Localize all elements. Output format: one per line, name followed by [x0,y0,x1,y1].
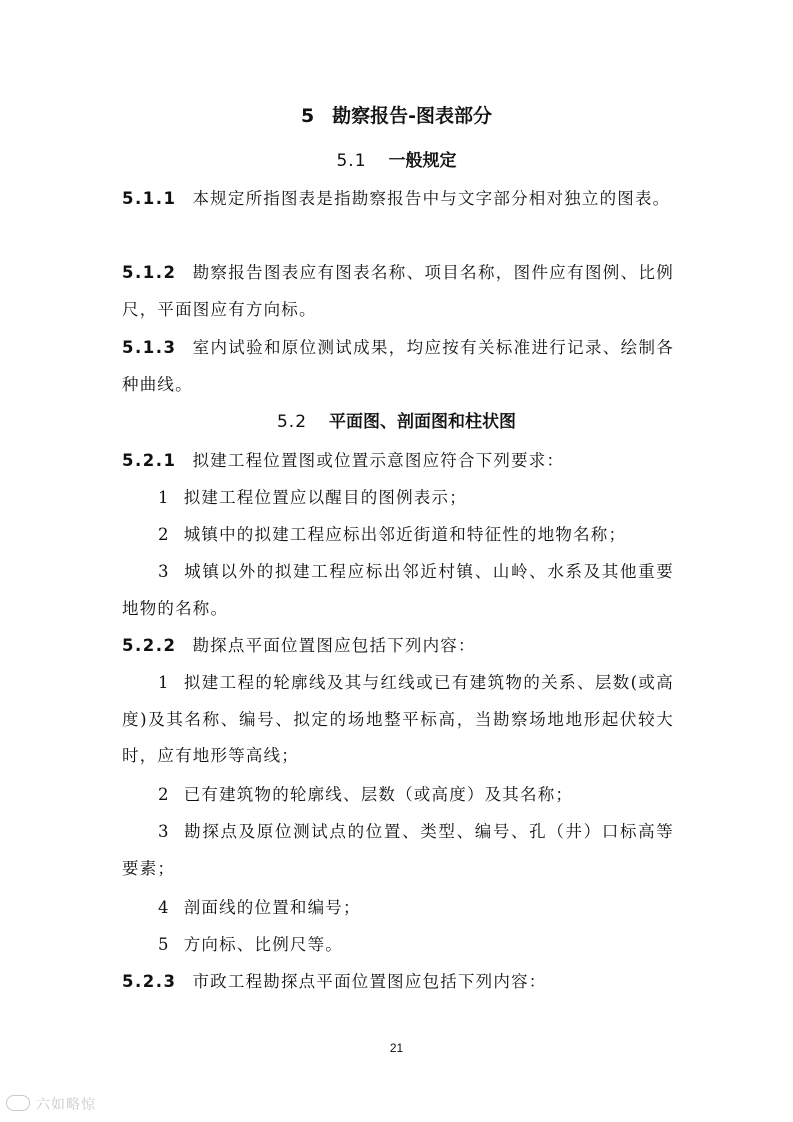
chapter-title: 勘察报告-图表部分 [332,105,493,127]
item-number: 5 [158,935,170,954]
clause-number: 5.2.1 [122,451,177,470]
page-number: 21 [389,1041,404,1055]
clause-number: 5.2.3 [122,972,177,991]
clause-text: 拟建工程位置图或位置示意图应符合下列要求： [192,451,565,470]
item-number: 1 [158,488,170,507]
clause-5-2-1 [122,443,674,480]
item-number: 3 [158,562,170,581]
watermark [6,1094,96,1114]
item-number: 2 [158,525,170,544]
section-title: 一般规定 [388,151,457,171]
clause-number: 5.1.3 [122,338,177,357]
list-item [122,777,674,814]
item-number: 2 [158,785,170,804]
clause-text: 本规定所指图表是指勘察报告中与文字部分相对独立的图表。 [192,189,671,208]
clause-text: 室内试验和原位测试成果，均应按有关标准进行记录、绘制各种曲线。 [122,338,674,394]
list-item [122,517,674,554]
watermark-logo-icon [6,1095,30,1111]
clause-number: 5.2.2 [122,636,177,655]
item-number: 3 [158,822,170,841]
chapter-number: 5 [300,105,315,127]
list-item [122,890,674,927]
item-number: 1 [158,673,170,692]
clause-5-1-1 [122,181,674,218]
clause-5-1-2 [122,255,674,328]
item-text: 勘探点及原位测试点的位置、类型、编号、孔（井）口标高等要素； [122,822,674,878]
list-item [122,480,674,517]
item-text: 城镇以外的拟建工程应标出邻近村镇、山岭、水系及其他重要地物的名称。 [122,562,674,618]
section-title: 平面图、剖面图和柱状图 [329,412,517,432]
list-item [122,665,674,775]
chapter-heading [0,101,793,131]
clause-number: 5.1.2 [122,263,177,282]
item-number: 4 [158,898,170,917]
clause-number: 5.1.1 [122,189,177,208]
section-number: 5.2 [276,412,308,432]
list-item [122,814,674,887]
clause-text: 市政工程勘探点平面位置图应包括下列内容： [192,972,547,991]
item-text: 城镇中的拟建工程应标出邻近街道和特征性的地物名称； [183,525,627,544]
clause-5-2-2 [122,628,674,665]
item-text: 方向标、比例尺等。 [183,935,344,954]
item-text: 已有建筑物的轮廓线、层数（或高度）及其名称； [183,785,574,804]
clause-5-1-3 [122,330,674,403]
section-number: 5.1 [336,151,367,171]
clause-5-2-3 [122,964,674,1001]
watermark-text: 六如略惊 [36,1097,96,1113]
list-item [122,554,674,627]
clause-text: 勘探点平面位置图应包括下列内容： [192,636,476,655]
item-text: 剖面线的位置和编号； [183,898,361,917]
section-heading-5-2 [0,407,793,437]
item-text: 拟建工程的轮廓线及其与红线或已有建筑物的关系、层数(或高度)及其名称、编号、拟定的场地整平标高，当勘察场地地形起伏较大时，应有地形等高线； [122,673,674,765]
item-text: 拟建工程位置应以醒目的图例表示； [183,488,467,507]
list-item [122,927,674,964]
clause-text: 勘察报告图表应有图表名称、项目名称，图件应有图例、比例尺，平面图应有方向标。 [122,263,674,319]
section-heading-5-1 [0,146,793,176]
